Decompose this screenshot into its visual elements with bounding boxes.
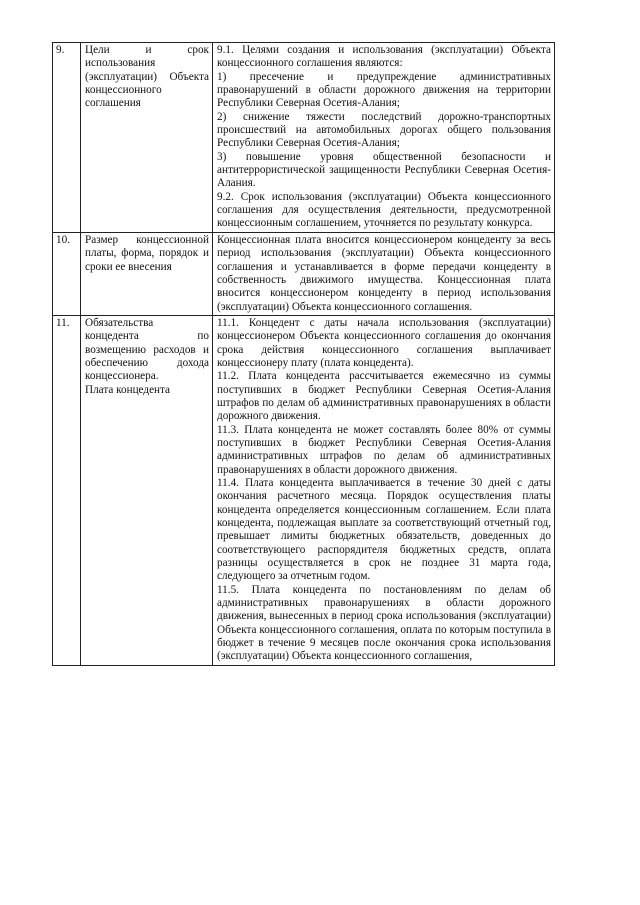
table-row-9: [53, 43, 555, 233]
paragraph: 2) снижение тяжести последствий дорожно-транспортных происшествий на автомобильных дорогах общего пользования Республики Северная Осетия-Алания;: [217, 110, 551, 150]
document-page: [52, 42, 555, 666]
paragraph: Концессионная плата вносится концессионером концеденту за весь период использования (эксплуатации) Объекта концессионного соглашения и устанавливается в форме передачи концеденту в собственность движимого имущества. Концессионная плата вносится концессионером концеденту в период использования (эксплуатации) Объекта концессионного соглашения.: [217, 233, 551, 313]
paragraph: 11.2. Плата концедента рассчитывается ежемесячно из суммы поступивших в бюджет Республики Северная Осетия-Алания штрафов по делам об административных правонарушениях в области дорожного движения.: [217, 370, 551, 423]
paragraph: 11.4. Плата концедента выплачивается в течение 30 дней с даты окончания расчетного месяца. Порядок осуществления платы концедента определяется концессионным соглашением. Если плата концедента, подлежащая выплате за соответствующий отчетный год, превышает лимиты бюджетных обязательств, доведенных до соответствующего распорядителя бюджетных средств, оплата разницы осуществляется в срок не позднее 31 марта года, следующего за отчетным годом.: [217, 477, 551, 583]
row-subject: Цели и срок использования (эксплуатации) Объекта концессионного соглашения: [81, 43, 213, 233]
row-subject-line: Плата концедента: [85, 383, 171, 396]
paragraph: 9.1. Целями создания и использования (эксплуатации) Объекта концессионного соглашения являются:: [217, 44, 551, 70]
concession-terms-table: [52, 42, 555, 666]
row-content: [213, 43, 555, 233]
paragraph: 1) пресечение и предупреждение административных правонарушений в области дорожного движения на территории Республики Северная Осетия-Алания;: [217, 70, 551, 110]
row-number: 11.: [53, 315, 81, 665]
row-number: 9.: [53, 43, 81, 233]
row-number: 10.: [53, 232, 81, 315]
table-row-11: [53, 315, 555, 665]
paragraph: 9.2. Срок использования (эксплуатации) Объекта концессионного соглашения для осуществления деятельности, предусмотренной концессионным соглашением, уточняется по результату конкурса.: [217, 190, 551, 230]
paragraph: 11.5. Плата концедента по постановлениям по делам об административных правонарушениях в области дорожного движения, вынесенных в период срока использования (эксплуатации) Объекта концессионного соглашения, оплата по которым поступила в бюджет в течение 9 месяцев после окончания срока использования (эксплуатации) Объекта концессионного соглашения,: [217, 583, 551, 663]
row-content: [213, 232, 555, 315]
row-content: [213, 315, 555, 665]
paragraph: 11.1. Концедент с даты начала использования (эксплуатации) концессионером Объекта концессионного соглашения до окончания срока действия концессионного соглашения выплачивает концессионеру плату (плата концедента).: [217, 316, 551, 369]
row-subject-line: Обязательства концедента по возмещению расходов и обеспечению дохода концессионера.: [85, 316, 209, 383]
table-row-10: [53, 232, 555, 315]
row-subject: Размер концессионной платы, форма, порядок и сроки ее внесения: [81, 232, 213, 315]
paragraph: 3) повышение уровня общественной безопасности и антитеррористической защищенности Республики Северная Осетия-Алания.: [217, 150, 551, 190]
paragraph: 11.3. Плата концедента не может составлять более 80% от суммы поступивших в бюджет Республики Северная Осетия-Алания административных штрафов по делам об административных правонарушениях в области дорожного движения.: [217, 423, 551, 476]
row-subject: [81, 315, 213, 665]
